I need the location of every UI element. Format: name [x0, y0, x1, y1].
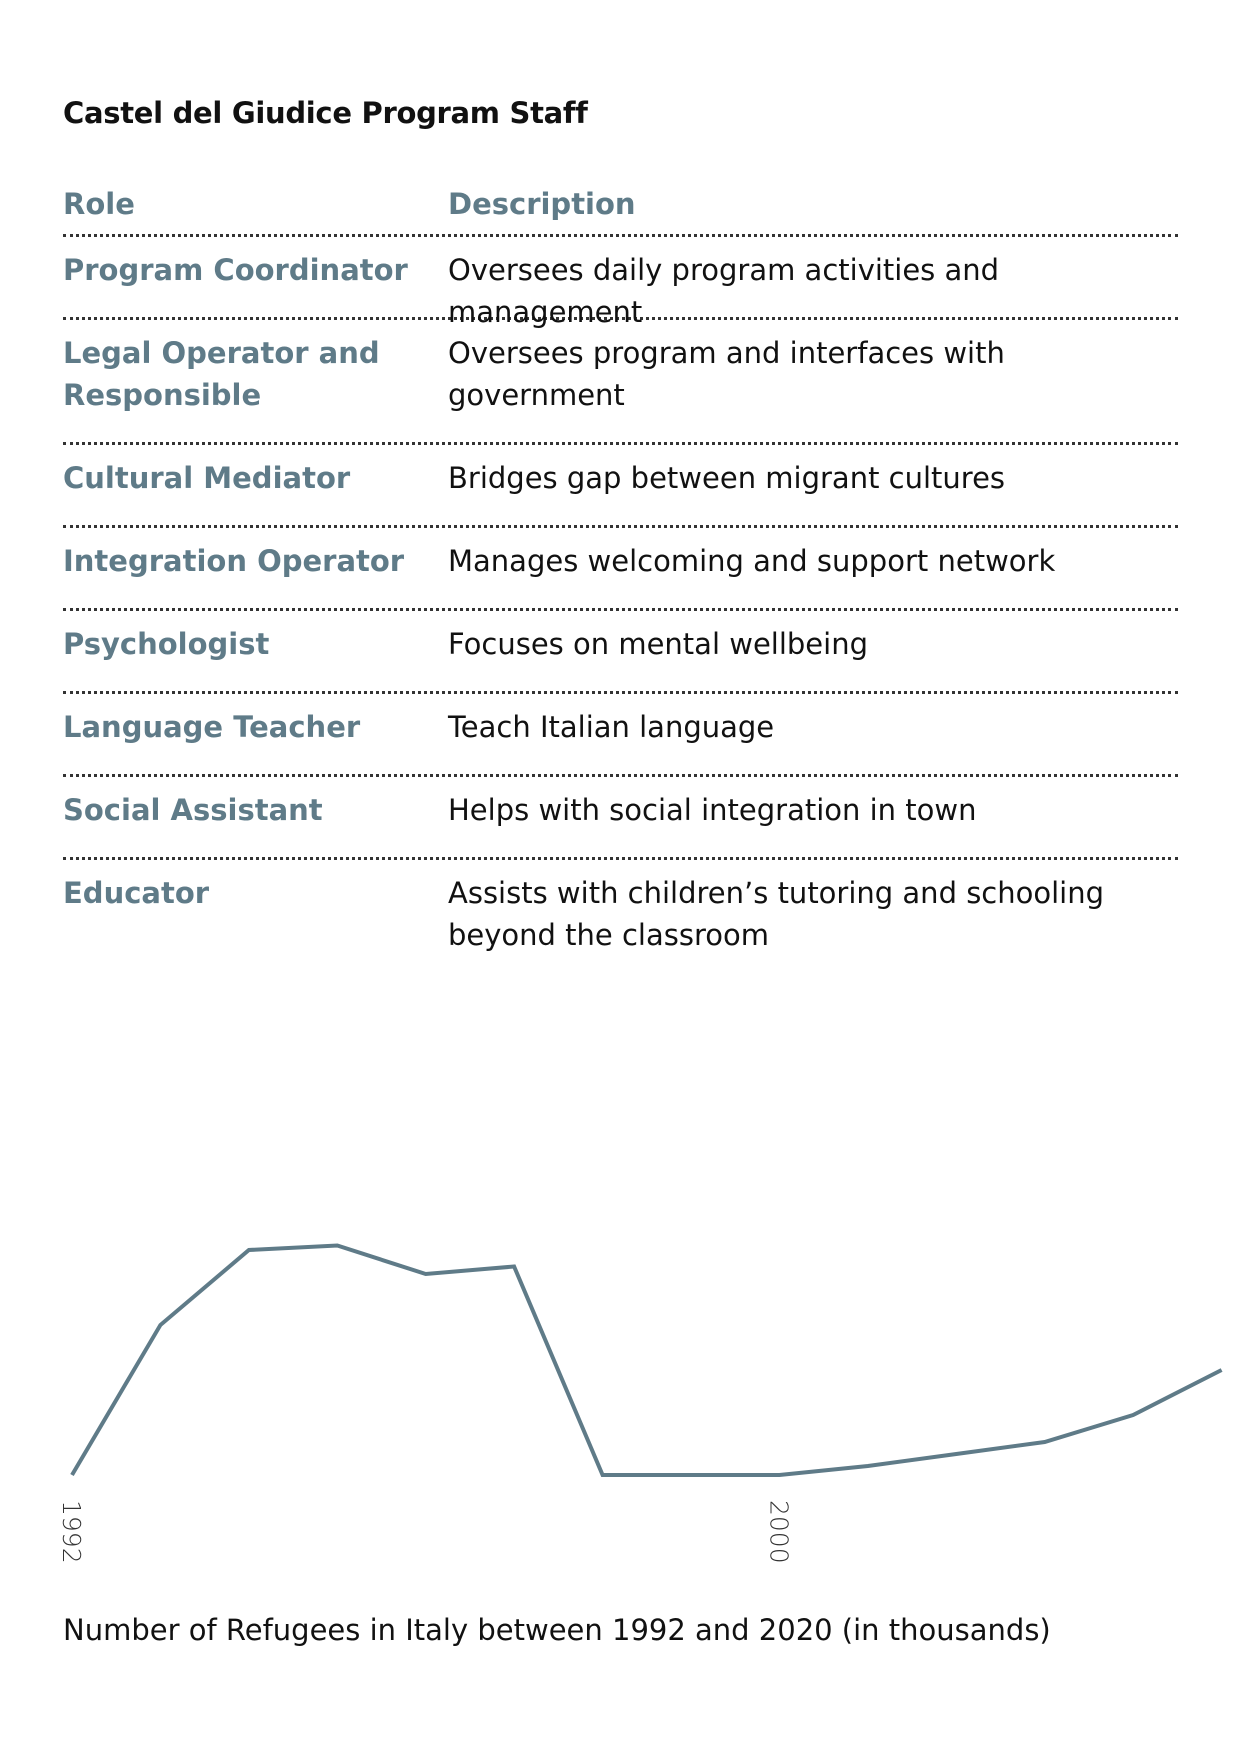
description-cell: Oversees daily program activities and management — [448, 253, 1000, 329]
table-header — [63, 175, 1178, 237]
table-row — [63, 777, 1178, 860]
role-cell: Social Assistant — [63, 793, 323, 827]
role-cell: Integration Operator — [63, 544, 405, 578]
table-row — [63, 611, 1178, 694]
page-title: Castel del Giudice Program Staff — [63, 96, 588, 130]
table-row — [63, 320, 1178, 445]
chart-caption: Number of Refugees in Italy between 1992 and 2020 (in thousands) — [63, 1613, 1051, 1647]
table-row — [63, 528, 1178, 611]
description-cell: Bridges gap between migrant cultures — [448, 461, 1006, 495]
series-line — [72, 1246, 1222, 1476]
table-row — [63, 237, 1178, 329]
description-cell: Helps with social integration in town — [448, 793, 977, 827]
description-cell: Manages welcoming and support network — [448, 544, 1056, 578]
table-row — [63, 694, 1178, 777]
role-cell: Language Teacher — [63, 710, 361, 744]
description-cell: Teach Italian language — [448, 710, 775, 744]
staff-table — [63, 175, 1178, 985]
header-role: Role — [63, 187, 135, 221]
description-cell: Oversees program and interfaces with government — [448, 336, 1005, 412]
role-cell: Program Coordinator — [63, 253, 408, 287]
role-cell: Psychologist — [63, 627, 270, 661]
header-description: Description — [448, 187, 636, 221]
description-cell: Focuses on mental wellbeing — [448, 627, 868, 661]
role-cell: Cultural Mediator — [63, 461, 351, 495]
x-tick-label: 1992 — [57, 1500, 86, 1564]
refugee-line-chart — [0, 1180, 1240, 1580]
role-cell: Legal Operator and Responsible — [63, 336, 380, 412]
description-cell: Assists with children’s tutoring and schooling beyond the classroom — [448, 876, 1105, 952]
role-cell: Educator — [63, 876, 210, 910]
table-row — [63, 860, 1178, 985]
x-tick-label: 2000 — [764, 1500, 794, 1564]
table-row — [63, 445, 1178, 528]
